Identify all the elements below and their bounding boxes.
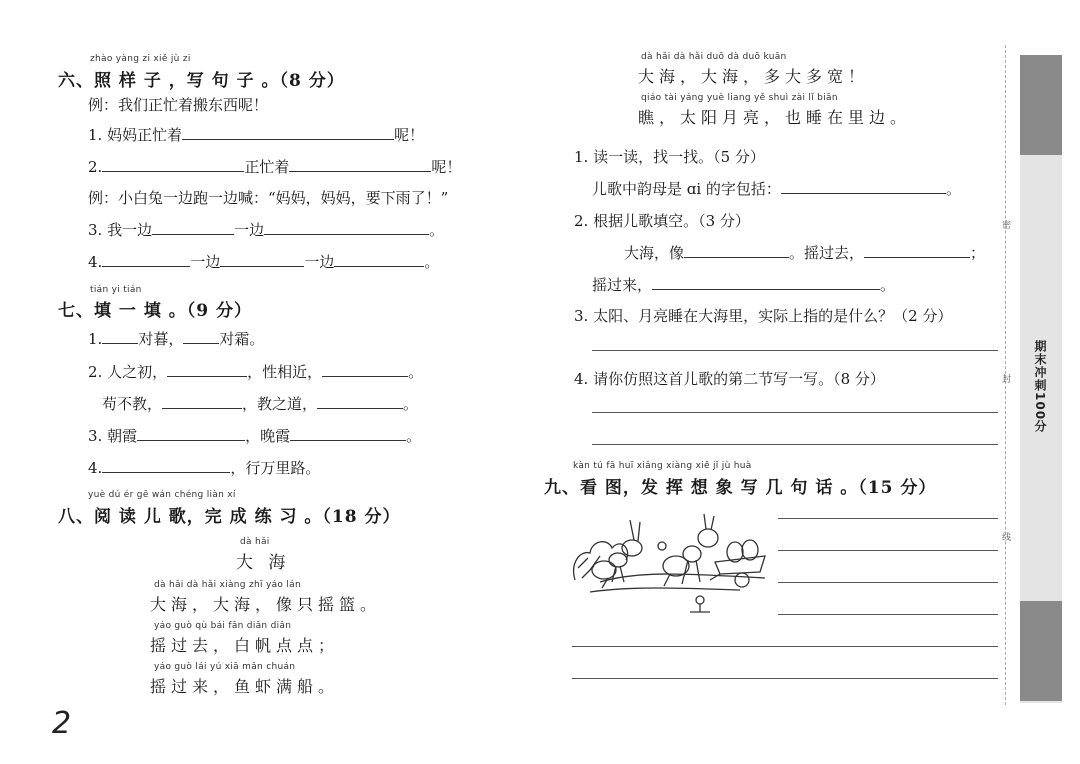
poem-line3-pinyin: yáo guò lái yú xiā mǎn chuán <box>154 662 296 672</box>
side-strip-label: 期末冲刺100分 <box>1033 340 1047 434</box>
poem-line2: 摇过去，白帆点点； <box>150 636 340 655</box>
s8-q4: 4. 请你仿照这首儿歌的第二节写一写。（8 分） <box>574 370 885 388</box>
s8-q2: 2. 根据儿歌填空。（3 分） <box>574 212 750 230</box>
s7-q3-blank1[interactable] <box>137 426 245 441</box>
s8-q2-line1 <box>624 242 985 263</box>
s6-q4-blank3[interactable] <box>334 252 424 267</box>
s7-q4-blank[interactable] <box>102 458 230 473</box>
s7-q2b-suffix: 。 <box>403 395 419 413</box>
page-number: 2 <box>52 706 72 741</box>
s8-q4-answer-line-2[interactable] <box>592 444 998 445</box>
s7-q1-mid: 对暮， <box>138 330 184 348</box>
s8-q1: 1. 读一读，找一找。（5 分） <box>574 148 765 166</box>
s7-q1 <box>88 328 264 349</box>
s6-title: 六、照 样 子 ，写 句 子 。（8 分） <box>58 71 345 91</box>
s7-title: 七、填 一 填 。（9 分） <box>58 301 253 321</box>
poem-line5-pinyin: qiáo tài yáng yuè liang yě shuì zài lǐ biān <box>641 93 838 103</box>
s9-answer-line-2[interactable] <box>778 550 998 551</box>
s6-example1: 例：我们正忙着搬东西呢！ <box>88 96 269 114</box>
s6-q1-blank[interactable] <box>182 125 394 140</box>
s7-q2-mid: ，性相近， <box>247 363 323 381</box>
s7-q2b <box>102 393 418 414</box>
s9-pinyin: kàn tú fā huī xiǎng xiàng xiě jǐ jù huà <box>573 461 752 471</box>
s7-q2-suffix: 。 <box>408 363 424 381</box>
s6-q4-suffix: 。 <box>424 253 440 271</box>
s6-q2 <box>88 156 461 177</box>
s8-q4-answer-line-1[interactable] <box>592 412 998 413</box>
s6-q2-prefix: 2. <box>88 158 103 176</box>
s7-q3-blank2[interactable] <box>290 426 406 441</box>
s6-q1 <box>88 124 424 145</box>
seal-mark-3: 线 <box>1002 533 1012 543</box>
s6-pinyin: zhào yàng zi xiě jù zi <box>90 54 191 64</box>
s8-q3-answer-line[interactable] <box>592 350 998 351</box>
poem-line4-pinyin: dà hǎi dà hǎi duō dà duō kuān <box>641 52 787 62</box>
s6-q3-prefix: 3. 我一边 <box>88 221 153 239</box>
s7-pinyin: tián yi tián <box>90 285 142 295</box>
s6-q4-blank2[interactable] <box>220 252 304 267</box>
poem-line2-pinyin: yáo guò qù bái fān diǎn diǎn <box>154 621 292 631</box>
s7-q2b-mid: ，教之道， <box>242 395 318 413</box>
s7-q2b-blank1[interactable] <box>162 394 242 409</box>
s8-pinyin: yuè dú ér gē wán chéng liàn xí <box>88 490 236 500</box>
s7-q1-prefix: 1. <box>88 330 103 348</box>
side-strip-dark-top <box>1020 55 1062 155</box>
s9-answer-line-1[interactable] <box>778 518 998 519</box>
s9-answer-line-3[interactable] <box>778 582 998 583</box>
s7-q4-prefix: 4. <box>88 459 103 477</box>
s7-q1-suffix: 对霜。 <box>219 330 265 348</box>
s8-q1-sub-prefix: 儿歌中韵母是 ɑi 的字包括： <box>592 180 781 198</box>
s6-q4-mid1: 一边 <box>190 253 221 271</box>
s7-q3-mid: ，晚霞 <box>245 427 291 445</box>
s7-q2b-blank2[interactable] <box>317 394 403 409</box>
s6-q3-blank1[interactable] <box>152 220 234 235</box>
s6-q2-blank1[interactable] <box>102 157 244 172</box>
s6-q1-prefix: 1. 妈妈正忙着 <box>88 126 183 144</box>
poem-title-pinyin: dà hǎi <box>240 537 270 547</box>
s7-q2-blank2[interactable] <box>322 362 408 377</box>
seal-mark-2: 封 <box>1002 375 1012 385</box>
side-strip-dark-bottom <box>1020 601 1062 701</box>
s8-title: 八、阅 读 儿 歌，完 成 练 习 。（18 分） <box>58 507 401 527</box>
s7-q1-blank1[interactable] <box>102 329 138 344</box>
s6-example2: 例：小白兔一边跑一边喊：“妈妈，妈妈，要下雨了！” <box>88 189 449 207</box>
s7-q4 <box>88 457 320 478</box>
s9-answer-line-4[interactable] <box>778 614 998 615</box>
s7-q1-blank2[interactable] <box>183 329 219 344</box>
s6-q2-mid: 正忙着 <box>244 158 290 176</box>
s8-q2-line2 <box>592 274 895 295</box>
s8-q1-blank[interactable] <box>781 179 946 194</box>
s6-q3-suffix: 。 <box>429 221 445 239</box>
s6-q4-prefix: 4. <box>88 253 103 271</box>
s8-q2-suffix: ； <box>970 244 986 262</box>
s8-q2b-blank[interactable] <box>652 275 880 290</box>
s7-q3 <box>88 425 421 446</box>
s6-q3-blank2[interactable] <box>264 220 429 235</box>
s6-q2-suffix: 呢！ <box>431 158 462 176</box>
s6-q4-blank1[interactable] <box>102 252 190 267</box>
s8-q2-mid: 。摇过去， <box>789 244 865 262</box>
s9-answer-line-6[interactable] <box>572 678 998 679</box>
side-strip <box>1020 55 1062 703</box>
s7-q2b-prefix: 苟不教， <box>102 395 163 413</box>
s7-q3-suffix: 。 <box>406 427 422 445</box>
s8-q3: 3. 太阳、月亮睡在大海里，实际上指的是什么？（2 分） <box>574 307 953 325</box>
s7-q2-blank1[interactable] <box>167 362 247 377</box>
s9-title: 九、看 图，发 挥 想 象 写 几 句 话 。（15 分） <box>544 478 937 498</box>
s7-q2 <box>88 361 423 382</box>
s9-answer-line-5[interactable] <box>572 646 998 647</box>
poem-line3: 摇过来，鱼虾满船。 <box>150 677 340 696</box>
poem-line1: 大海，大海，像只摇篮。 <box>150 595 382 614</box>
seal-mark-1: 密 <box>1002 221 1012 231</box>
s8-q1-sub <box>592 178 961 199</box>
s8-q2b-suffix: 。 <box>880 276 896 294</box>
poem-line4: 大海，大海，多大多宽！ <box>638 67 870 86</box>
s7-q2-prefix: 2. 人之初， <box>88 363 168 381</box>
poem-title: 大 海 <box>236 553 291 573</box>
s8-q2-blank2[interactable] <box>864 243 970 258</box>
poem-line1-pinyin: dà hǎi dà hǎi xiàng zhī yáo lán <box>154 580 301 590</box>
s6-q1-suffix: 呢！ <box>394 126 425 144</box>
s8-q2-blank1[interactable] <box>684 243 789 258</box>
s7-q4-suffix: ，行万里路。 <box>230 459 321 477</box>
s6-q4-mid2: 一边 <box>304 253 335 271</box>
ants-picture <box>570 508 780 618</box>
s8-q2b-prefix: 摇过来， <box>592 276 653 294</box>
s6-q3 <box>88 219 444 240</box>
s7-q3-prefix: 3. 朝霞 <box>88 427 138 445</box>
poem-line5: 瞧，太阳月亮，也睡在里边。 <box>638 108 912 127</box>
s6-q2-blank2[interactable] <box>289 157 431 172</box>
s6-q4 <box>88 251 439 272</box>
s8-q2-prefix: 大海，像 <box>624 244 685 262</box>
s8-q1-sub-suffix: 。 <box>945 180 961 198</box>
s6-q3-mid: 一边 <box>234 221 265 239</box>
